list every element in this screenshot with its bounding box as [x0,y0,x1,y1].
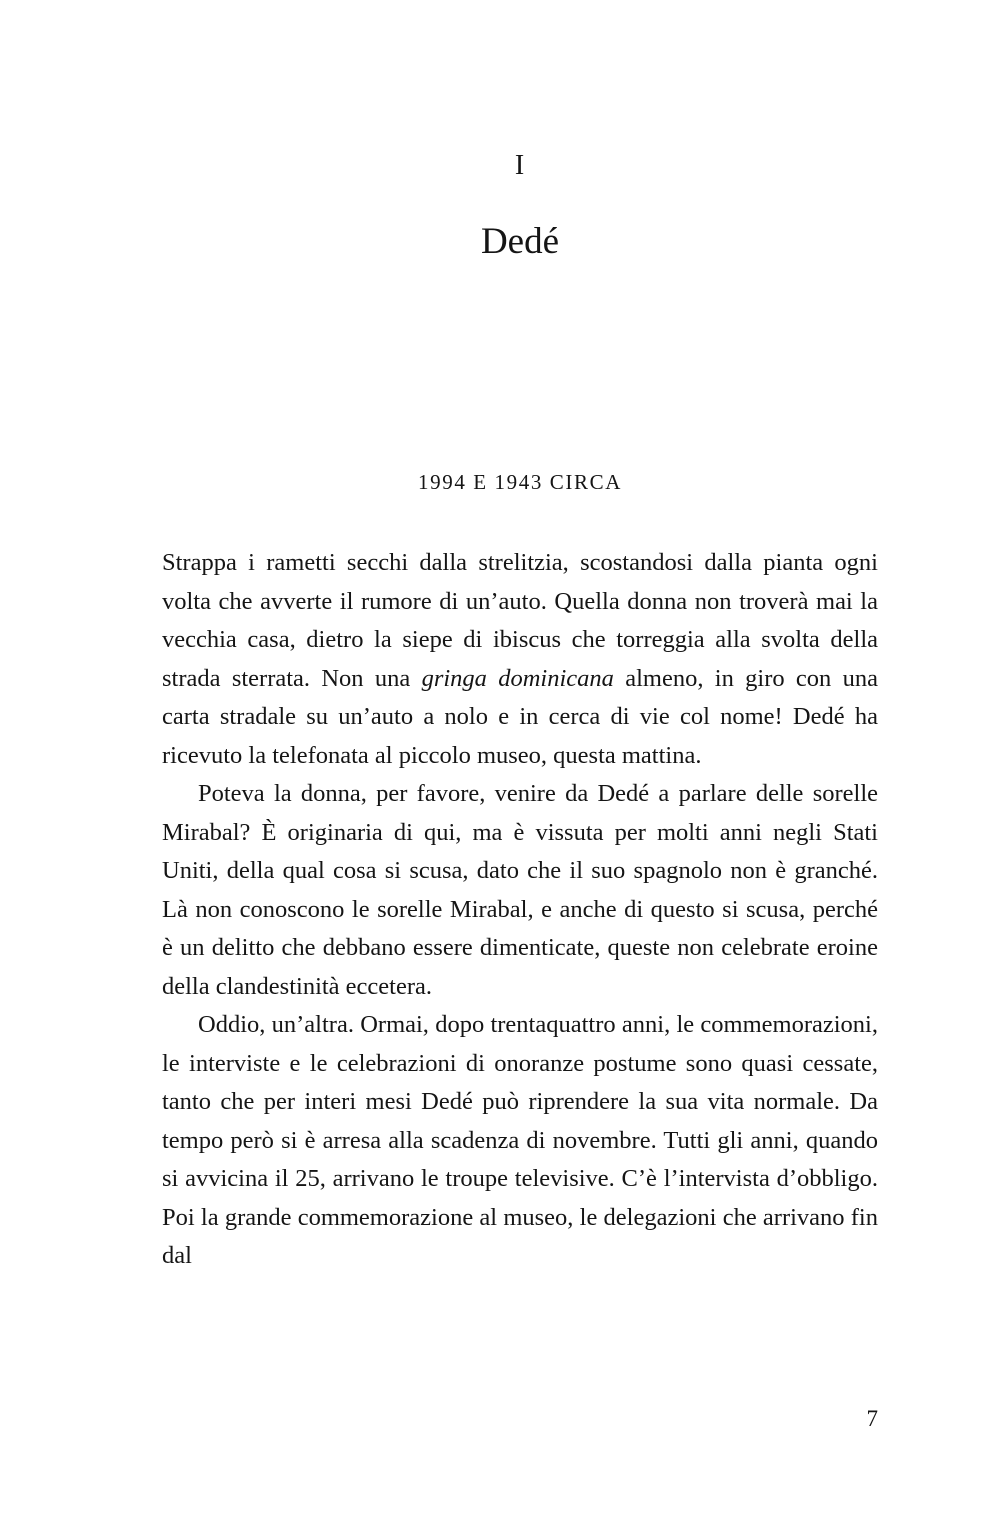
section-heading: 1994 E 1943 CIRCA [418,470,622,494]
italic-run: gringa dominicana [421,664,614,692]
page-number: 7 [866,1406,878,1431]
paragraph [162,775,878,1006]
paragraph [162,1006,878,1276]
text-run: Poteva la donna, per favore, venire da Dedé a parlare delle sorelle Mirabal? È originaria di qui, ma è vissuta per molti anni negli Stati Uniti, della qual cosa si scusa, dato che il suo spagnolo non è granché. Là non conoscono le sorelle Mirabal, e anche di questo si scusa, perché è un delitto che debbano essere dimenticate, queste non celebrate eroine della clandestinità eccetera. [162,780,878,1000]
text-run: almeno, in giro con una carta stradale su un’auto a nolo e in cerca di vie col nome! Dedé ha ricevuto la telefonata al piccolo museo, questa mattina. [162,664,879,769]
text-run: Oddio, un’altra. Ormai, dopo trentaquattro anni, le commemorazioni, le interviste e le celebrazioni di onoranze postume sono quasi cessate, tanto che per interi mesi Dedé può riprendere la sua vita normale. Da tempo però si è arresa alla scadenza di novembre. Tutti gli anni, quando si avvicina il 25, arrivano le troupe televisive. C’è l’intervista d’obbligo. Poi la grande commemorazione al museo, le delegazioni che arrivano fin dal [162,1011,878,1269]
paragraph [162,544,878,775]
body-text [162,544,878,1276]
text-run: Strappa i rametti secchi dalla strelitzia, scostandosi dalla pianta ogni volta che avverte il rumore di un’auto. Quella donna non troverà mai la vecchia casa, dietro la siepe di ibiscus che torreggia alla svolta della strada sterrata. Non una [162,549,878,692]
chapter-title: Dedé [480,221,560,262]
chapter-number: I [514,150,526,181]
